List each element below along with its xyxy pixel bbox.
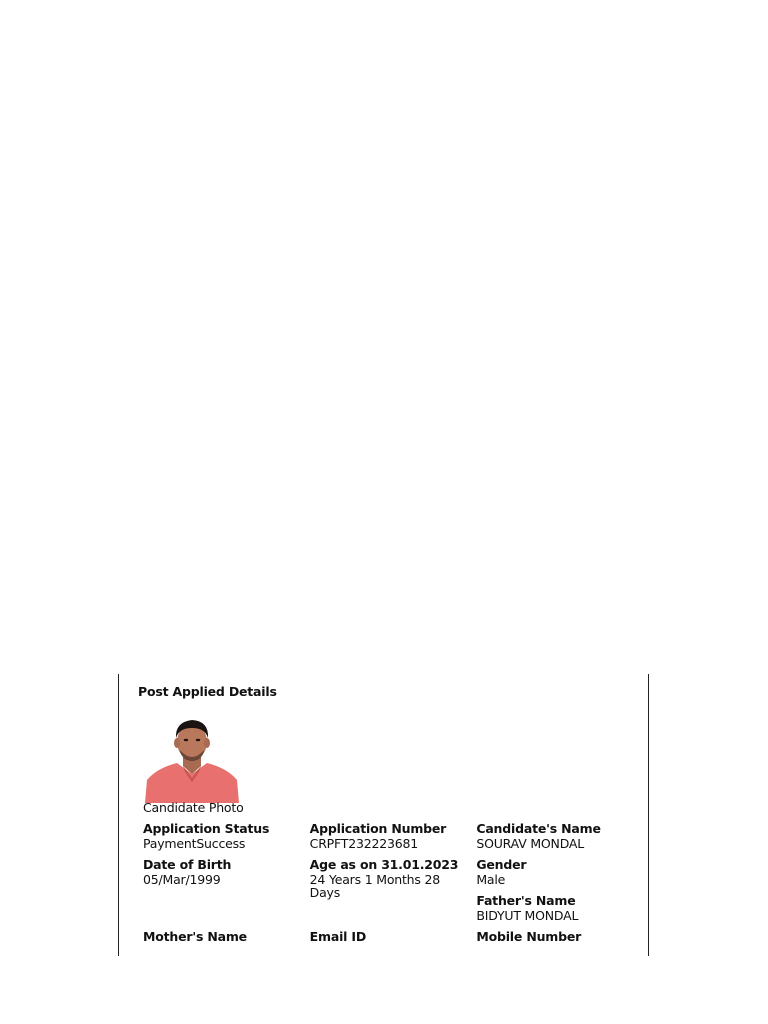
candidate-photo-image: [143, 716, 241, 803]
field-value: Male: [476, 872, 506, 887]
details-grid: [143, 820, 643, 951]
field-label: Mobile Number: [476, 929, 582, 944]
field-label: Application Number: [309, 821, 447, 836]
field-mobile: [476, 928, 643, 951]
details-row: [143, 928, 643, 951]
field-value: 24 Years 1 Months 28 Days: [309, 872, 440, 900]
field-label: Gender: [476, 857, 527, 872]
field-age: [310, 856, 477, 928]
field-gender-father: [476, 856, 643, 928]
field-application-status: [143, 820, 310, 856]
field-value: SOURAV MONDAL: [476, 836, 585, 851]
details-row: [143, 820, 643, 856]
field-value: PaymentSuccess: [143, 836, 246, 851]
field-candidate-name: [476, 820, 643, 856]
field-value: BIDYUT MONDAL: [476, 908, 579, 923]
field-label: Application Status: [143, 821, 270, 836]
section-title: Post Applied Details: [138, 684, 277, 699]
field-label: Mother's Name: [143, 929, 247, 944]
field-application-number: [310, 820, 477, 856]
field-mother-name: [143, 928, 310, 951]
field-date-of-birth: [143, 856, 310, 928]
field-value: CRPFT232223681: [309, 836, 419, 851]
field-label: Candidate's Name: [476, 821, 601, 836]
field-value: 05/Mar/1999: [143, 872, 221, 887]
candidate-photo: [143, 716, 241, 803]
photo-caption: Candidate Photo: [143, 800, 244, 815]
field-label: Age as on 31.01.2023: [309, 857, 459, 872]
details-row: [143, 856, 643, 928]
post-applied-details-panel: [118, 674, 649, 956]
field-label: Father's Name: [476, 893, 576, 908]
field-label: Email ID: [309, 929, 367, 944]
field-label: Date of Birth: [143, 857, 232, 872]
field-email: [310, 928, 477, 951]
